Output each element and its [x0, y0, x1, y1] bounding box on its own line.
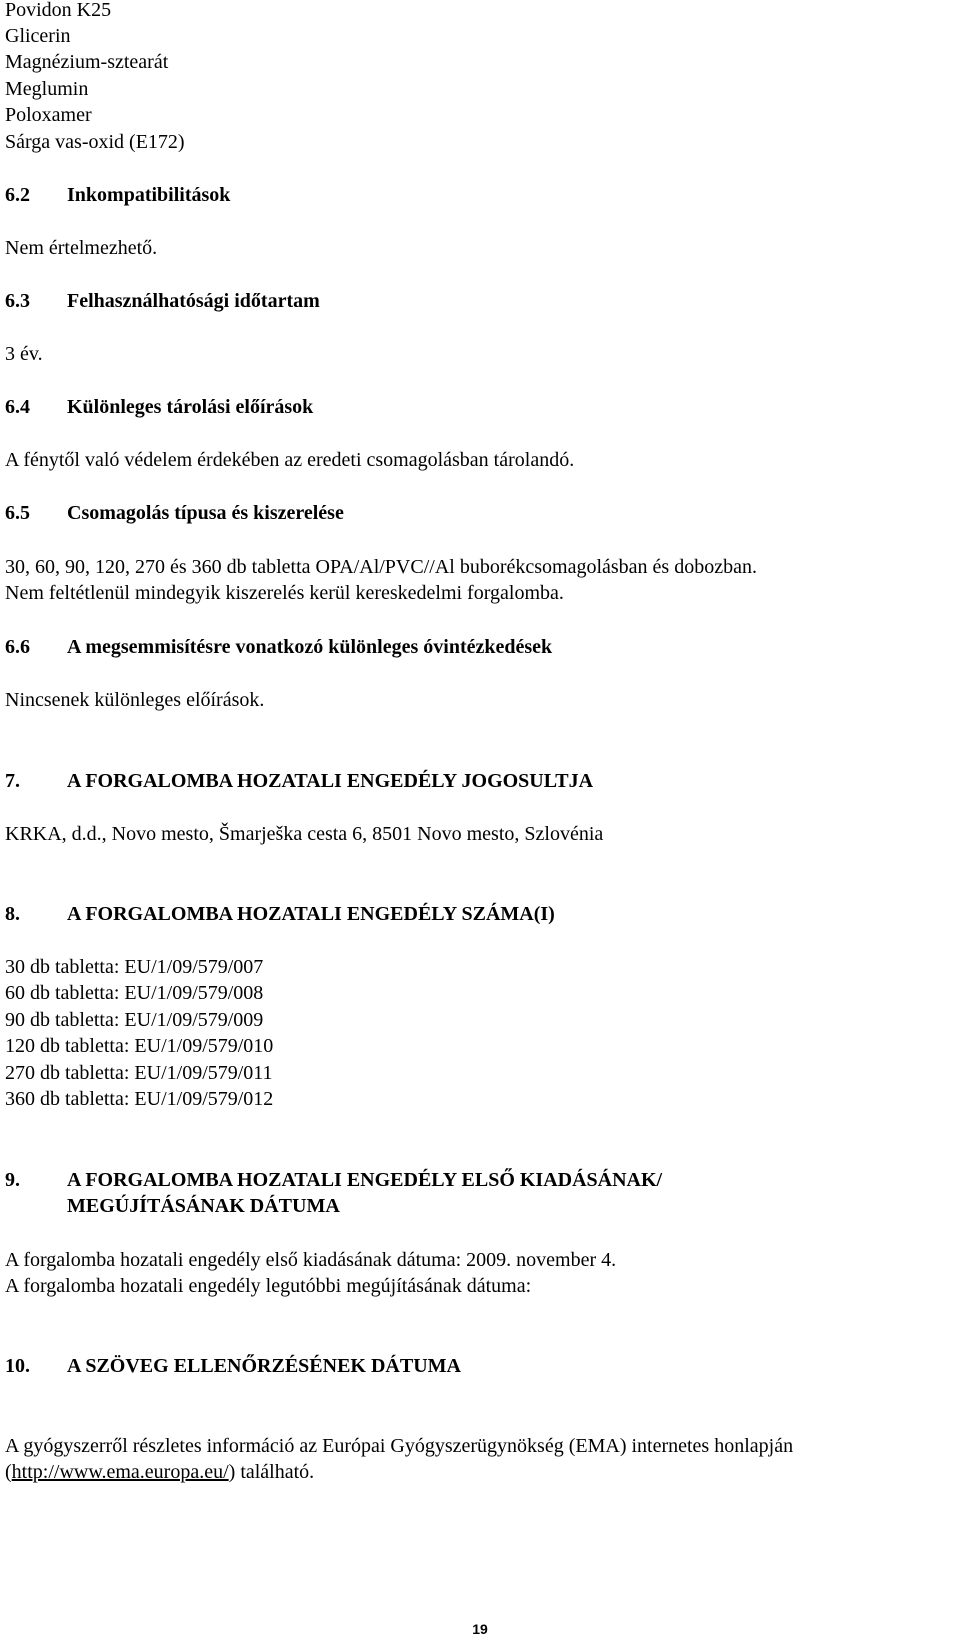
section-body: A forgalomba hozatali engedély első kiadásának dátuma: 2009. november 4. — [5, 1249, 617, 1271]
section-heading: A SZÖVEG ELLENŐRZÉSÉNEK DÁTUMA — [67, 1355, 461, 1377]
authorisation-number: 60 db tabletta: EU/1/09/579/008 — [5, 982, 264, 1004]
section-heading: A FORGALOMBA HOZATALI ENGEDÉLY JOGOSULTJA — [67, 770, 594, 792]
section-number: 6.6 — [5, 636, 30, 658]
section-body: 3 év. — [5, 343, 43, 365]
excipient-item: Poloxamer — [5, 104, 92, 126]
section-body: A forgalomba hozatali engedély legutóbbi megújításának dátuma: — [5, 1275, 532, 1297]
section-body: Nem értelmezhető. — [5, 237, 158, 259]
ema-website-link[interactable]: http://www.ema.europa.eu/ — [11, 1461, 229, 1483]
section-number: 7. — [5, 770, 20, 792]
section-heading: MEGÚJÍTÁSÁNAK DÁTUMA — [67, 1195, 340, 1217]
section-heading: A FORGALOMBA HOZATALI ENGEDÉLY ELSŐ KIADÁSÁNAK/ — [67, 1169, 663, 1191]
authorisation-number: 120 db tabletta: EU/1/09/579/010 — [5, 1035, 274, 1057]
body-tail: ) található. — [228, 1461, 315, 1483]
section-number: 6.3 — [5, 290, 30, 312]
section-heading: Inkompatibilitások — [67, 184, 231, 206]
section-body: A gyógyszerről részletes információ az Európai Gyógyszerügynökség (EMA) internetes honlapján — [5, 1435, 794, 1457]
section-body — [5, 1460, 314, 1484]
section-number: 8. — [5, 903, 20, 925]
authorisation-number: 360 db tabletta: EU/1/09/579/012 — [5, 1088, 274, 1110]
section-number: 6.4 — [5, 396, 30, 418]
section-body: Nincsenek különleges előírások. — [5, 689, 265, 711]
section-heading: Csomagolás típusa és kiszerelése — [67, 502, 344, 524]
excipient-item: Meglumin — [5, 78, 89, 100]
authorisation-number: 90 db tabletta: EU/1/09/579/009 — [5, 1009, 264, 1031]
authorisation-number: 30 db tabletta: EU/1/09/579/007 — [5, 956, 264, 978]
excipient-item: Povidon K25 — [5, 0, 112, 21]
excipient-item: Sárga vas-oxid (E172) — [5, 131, 185, 153]
section-number: 6.2 — [5, 184, 30, 206]
paren-open: ( — [5, 1461, 12, 1483]
section-heading: Felhasználhatósági időtartam — [67, 290, 320, 312]
section-heading: Különleges tárolási előírások — [67, 396, 314, 418]
section-heading: A megsemmisítésre vonatkozó különleges óvintézkedések — [67, 636, 553, 658]
section-number: 6.5 — [5, 502, 30, 524]
authorisation-number: 270 db tabletta: EU/1/09/579/011 — [5, 1062, 273, 1084]
holder-address: KRKA, d.d., Novo mesto, Šmarješka cesta 6, 8501 Novo mesto, Szlovénia — [5, 823, 604, 845]
section-number: 10. — [5, 1355, 30, 1377]
section-number: 9. — [5, 1169, 20, 1191]
section-body: 30, 60, 90, 120, 270 és 360 db tabletta OPA/Al/PVC//Al buborékcsomagolásban és dobozban. — [5, 556, 757, 578]
section-body: A fénytől való védelem érdekében az eredeti csomagolásban tárolandó. — [5, 449, 575, 471]
section-heading: A FORGALOMBA HOZATALI ENGEDÉLY SZÁMA(I) — [67, 903, 555, 925]
page-number: 19 — [472, 1621, 488, 1637]
excipient-item: Glicerin — [5, 25, 71, 47]
section-body: Nem feltétlenül mindegyik kiszerelés kerül kereskedelmi forgalomba. — [5, 582, 564, 604]
excipient-item: Magnézium-sztearát — [5, 51, 169, 73]
